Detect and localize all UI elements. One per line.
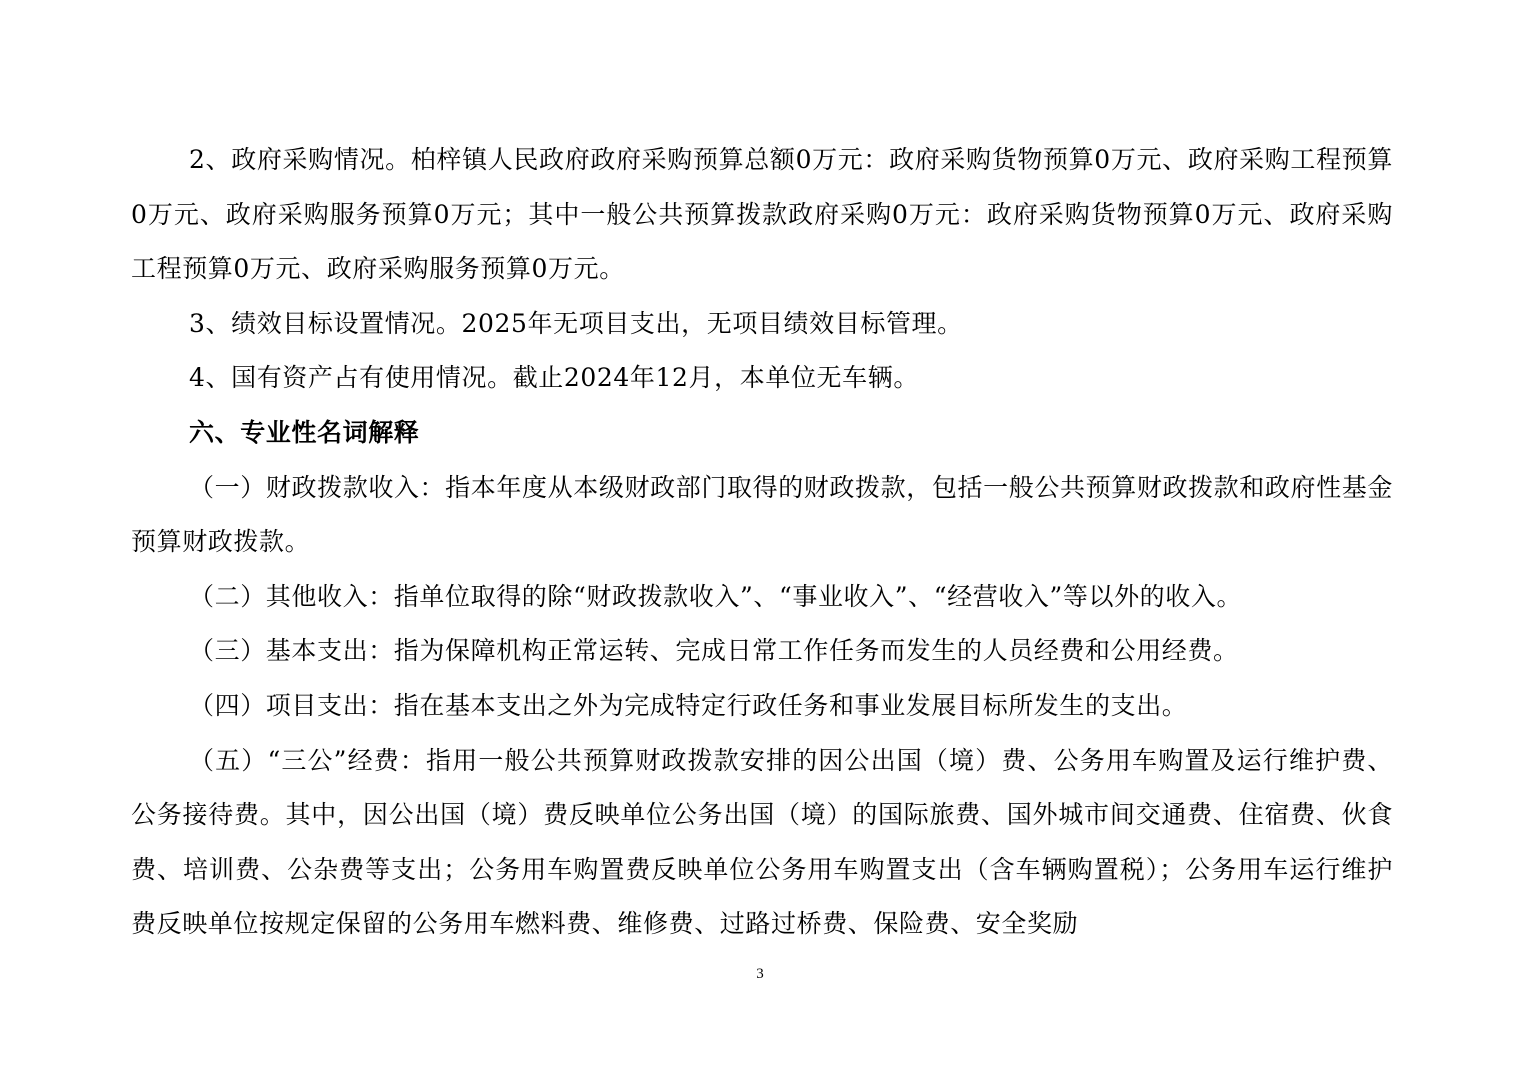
paragraph-state-assets: 4、国有资产占有使用情况。截止2024年12月，本单位无车辆。 xyxy=(189,363,919,393)
definition-basic-expenditure: （三）基本支出：指为保障机构正常运转、完成日常工作任务而发生的人员经费和公用经费。 xyxy=(189,636,1239,666)
definition-other-income: （二）其他收入：指单位取得的除“财政拨款收入”、“事业收入”、“经营收入”等以外的收入。 xyxy=(189,581,1243,611)
page-number: 3 xyxy=(756,966,764,982)
definition-three-public-expenses: （五）“三公”经费：指用一般公共预算财政拨款安排的因公出国（境）费、公务用车购置及运行维护费、公务接待费。其中，因公出国（境）费反映单位公务出国（境）的国际旅费、国外城市间交通费、住宿费、伙食费、培训费、公杂费等支出；公务用车购置费反映单位公务用车购置支出（含车辆购置税）；公务用车运行维护费反映单位按规定保留的公务用车燃料费、维修费、过路过桥费、保险费、安全奖励 xyxy=(131,745,1393,939)
paragraph-government-procurement: 2、政府采购情况。柏梓镇人民政府政府采购预算总额0万元：政府采购货物预算0万元、政府采购工程预算0万元、政府采购服务预算0万元；其中一般公共预算拨款政府采购0万元：政府采购货物预算0万元、政府采购工程预算0万元、政府采购服务预算0万元。 xyxy=(131,145,1393,284)
definition-fiscal-appropriation-income: （一）财政拨款收入：指本年度从本级财政部门取得的财政拨款，包括一般公共预算财政拨款和政府性基金预算财政拨款。 xyxy=(131,472,1393,557)
paragraph-performance-targets: 3、绩效目标设置情况。2025年无项目支出，无项目绩效目标管理。 xyxy=(189,308,963,338)
definition-project-expenditure: （四）项目支出：指在基本支出之外为完成特定行政任务和事业发展目标所发生的支出。 xyxy=(189,690,1188,720)
section-heading: 六、专业性名词解释 xyxy=(189,417,420,447)
page-body xyxy=(131,133,1393,952)
